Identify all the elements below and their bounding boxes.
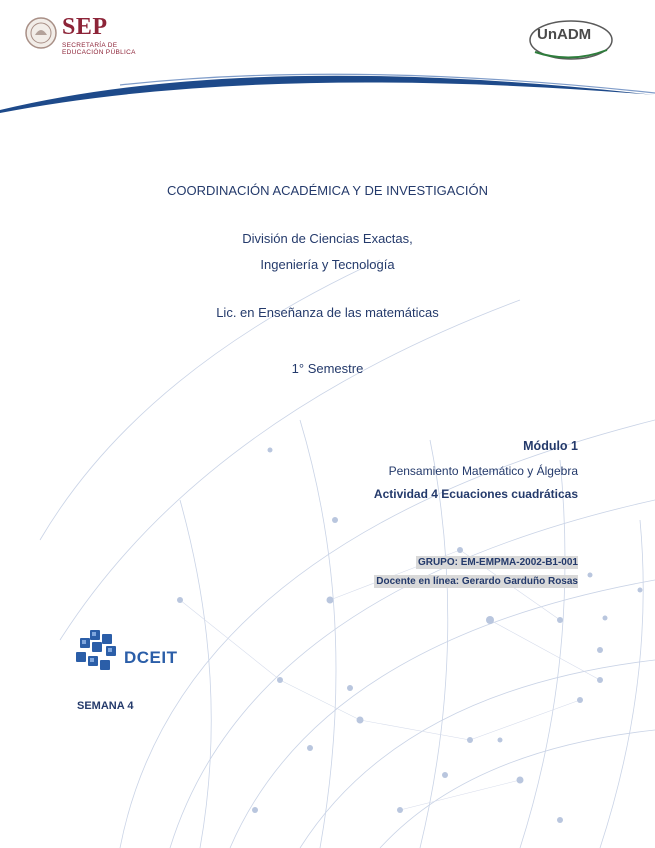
dceit-logo	[76, 628, 200, 676]
unadm-logo-text: UnADM	[537, 26, 592, 43]
division-line-1: División de Ciencias Exactas,	[242, 231, 413, 246]
sep-logo-subtitle-1: SECRETARÍA DE	[62, 42, 118, 49]
sep-logo-text: SEP	[62, 14, 108, 40]
activity-title: Actividad 4 Ecuaciones cuadráticas	[373, 487, 578, 501]
semester: 1° Semestre	[291, 361, 364, 376]
instructor-name: Docente en línea: Gerardo Garduño Rosas	[376, 576, 578, 587]
module-label: Módulo 1	[523, 439, 578, 453]
division-line-2: Ingeniería y Tecnología	[260, 257, 395, 272]
dceit-logo-text: DCEIT	[124, 648, 178, 667]
degree-program: Lic. en Enseñanza de las matemáticas	[216, 305, 439, 320]
dceit-cubes-icon	[76, 630, 122, 674]
course-name: Pensamiento Matemático y Álgebra	[388, 464, 578, 478]
sep-logo-subtitle-2: EDUCACIÓN PÚBLICA	[62, 49, 136, 56]
network-background	[0, 120, 655, 848]
sep-logo	[24, 14, 154, 58]
group-code: GRUPO: EM-EMPMA-2002-B1-001	[417, 557, 578, 568]
mexico-seal-icon	[24, 16, 58, 50]
header-swoosh	[0, 55, 655, 125]
coordinacion-title: COORDINACIÓN ACADÉMICA Y DE INVESTIGACIÓN	[167, 183, 488, 198]
week-label: SEMANA 4	[77, 700, 134, 712]
